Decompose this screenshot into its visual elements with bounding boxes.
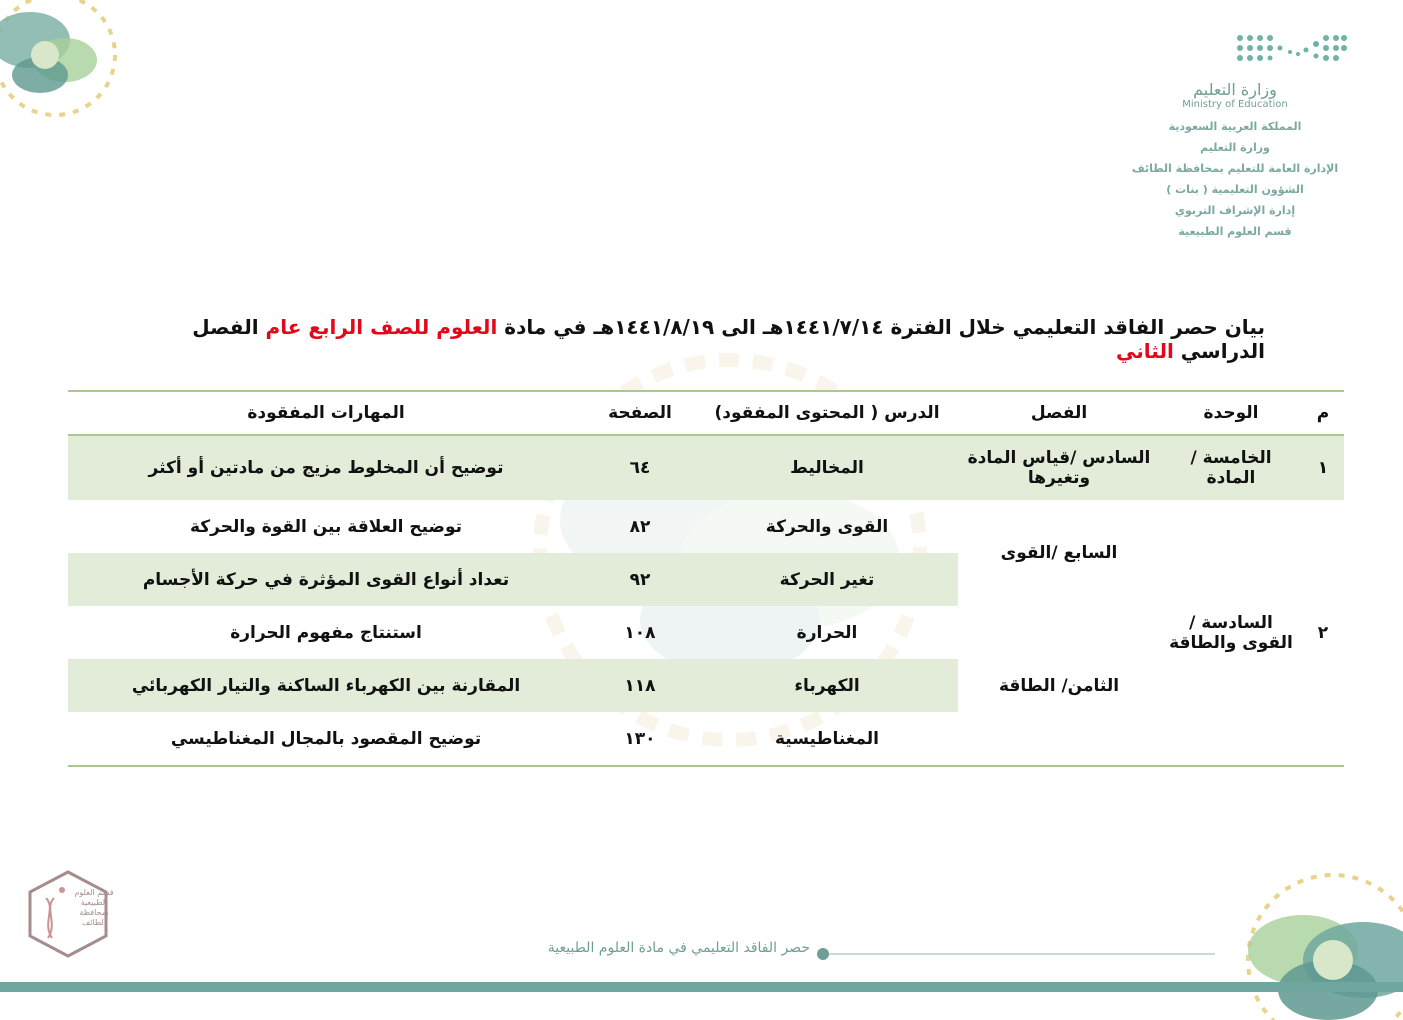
cell-chapter: الثامن/ الطاقة	[958, 606, 1160, 766]
cell-unit: الخامسة / المادة	[1160, 435, 1302, 500]
cell-lesson: تغير الحركة	[696, 553, 958, 606]
cell-lesson: المغناطيسية	[696, 712, 958, 766]
cell-skill: توضيح أن المخلوط مزيج من مادتين أو أكثر	[68, 435, 584, 500]
ministry-name-ar: وزارة التعليم	[1193, 80, 1277, 99]
corner-ornament-top-left	[0, 0, 140, 140]
lost-learning-table	[68, 390, 1344, 767]
title-subject: العلوم للصف الرابع عام	[265, 315, 498, 339]
cell-lesson: القوى والحركة	[765, 516, 889, 537]
department-logo-text: قسم العلوم الطبيعية بمحافظة الطائف	[74, 888, 114, 927]
footer-caption: حصر الفاقد التعليمي في مادة العلوم الطبيعية	[547, 940, 810, 956]
cell-skill: استنتاج مفهوم الحرارة	[230, 622, 422, 643]
ministry-header	[1120, 80, 1350, 242]
cell-page: ٩٢	[584, 553, 696, 606]
cell-lesson: الكهرباء	[696, 659, 958, 712]
cell-chapter: السابع /القوى	[1000, 543, 1118, 563]
title-part2: الفصل الدراسي	[192, 315, 1265, 363]
table-row	[68, 606, 1344, 659]
title-semester: الثاني	[1116, 339, 1174, 363]
header-line: الإدارة العامة للتعليم بمحافظة الطائف	[1131, 162, 1339, 175]
cell-page: ١٣٠	[584, 712, 696, 766]
cell-skill: توضيح المقصود بالمجال المغناطيسي	[68, 712, 584, 766]
cell-skill: تعداد أنواع القوى المؤثرة في حركة الأجسام	[68, 553, 584, 606]
page-title	[120, 315, 1265, 363]
bottom-band	[0, 982, 1403, 992]
header-page: الصفحة	[584, 391, 696, 435]
footer-dot-icon	[817, 948, 829, 960]
table-row	[68, 435, 1344, 500]
header-unit: الوحدة	[1160, 391, 1302, 435]
corner-ornament-bottom-right	[1193, 850, 1403, 1020]
cell-skill: المقارنة بين الكهرباء الساكنة والتيار الكهربائي	[68, 659, 584, 712]
cell-lesson: الحرارة	[796, 622, 858, 643]
cell-number: ١	[1302, 435, 1344, 500]
cell-skill: توضيح العلاقة بين القوة والحركة	[189, 516, 463, 537]
header-chapter: الفصل	[958, 391, 1160, 435]
header-number: م	[1302, 391, 1344, 435]
cell-page: ٦٤	[584, 435, 696, 500]
ministry-logo-icon	[1232, 30, 1352, 70]
cell-page: ١١٨	[584, 659, 696, 712]
cell-lesson: المخاليط	[696, 435, 958, 500]
header-line: قسم العلوم الطبيعية	[1178, 225, 1292, 238]
title-part1: بيان حصر الفاقد التعليمي خلال الفترة ١٤٤١/٧/١٤هـ الى ١٤٤١/٨/١٩هـ في مادة	[497, 315, 1265, 339]
cell-unit: السادسة / القوى والطاقة	[1160, 500, 1302, 766]
cell-page: ٨٢	[629, 516, 651, 537]
header-line: المملكة العربية السعودية	[1168, 120, 1302, 133]
cell-number: ٢	[1302, 500, 1344, 766]
department-logo	[22, 868, 114, 960]
table-row	[68, 500, 1344, 553]
table-header-row	[68, 391, 1344, 435]
header-line: الشؤون التعليمية ( بنات )	[1166, 183, 1304, 196]
header-skills: المهارات المفقودة	[68, 391, 584, 435]
footer-divider	[825, 953, 1215, 955]
header-line: إدارة الإشراف التربوي	[1174, 204, 1296, 217]
cell-chapter: السادس /قياس المادة وتغيرها	[958, 435, 1160, 500]
ministry-name-en: Ministry of Education	[1182, 99, 1288, 110]
header-line: وزارة التعليم	[1200, 141, 1270, 154]
header-lesson: الدرس ( المحتوى المفقود)	[696, 391, 958, 435]
cell-page: ١٠٨	[624, 622, 656, 643]
